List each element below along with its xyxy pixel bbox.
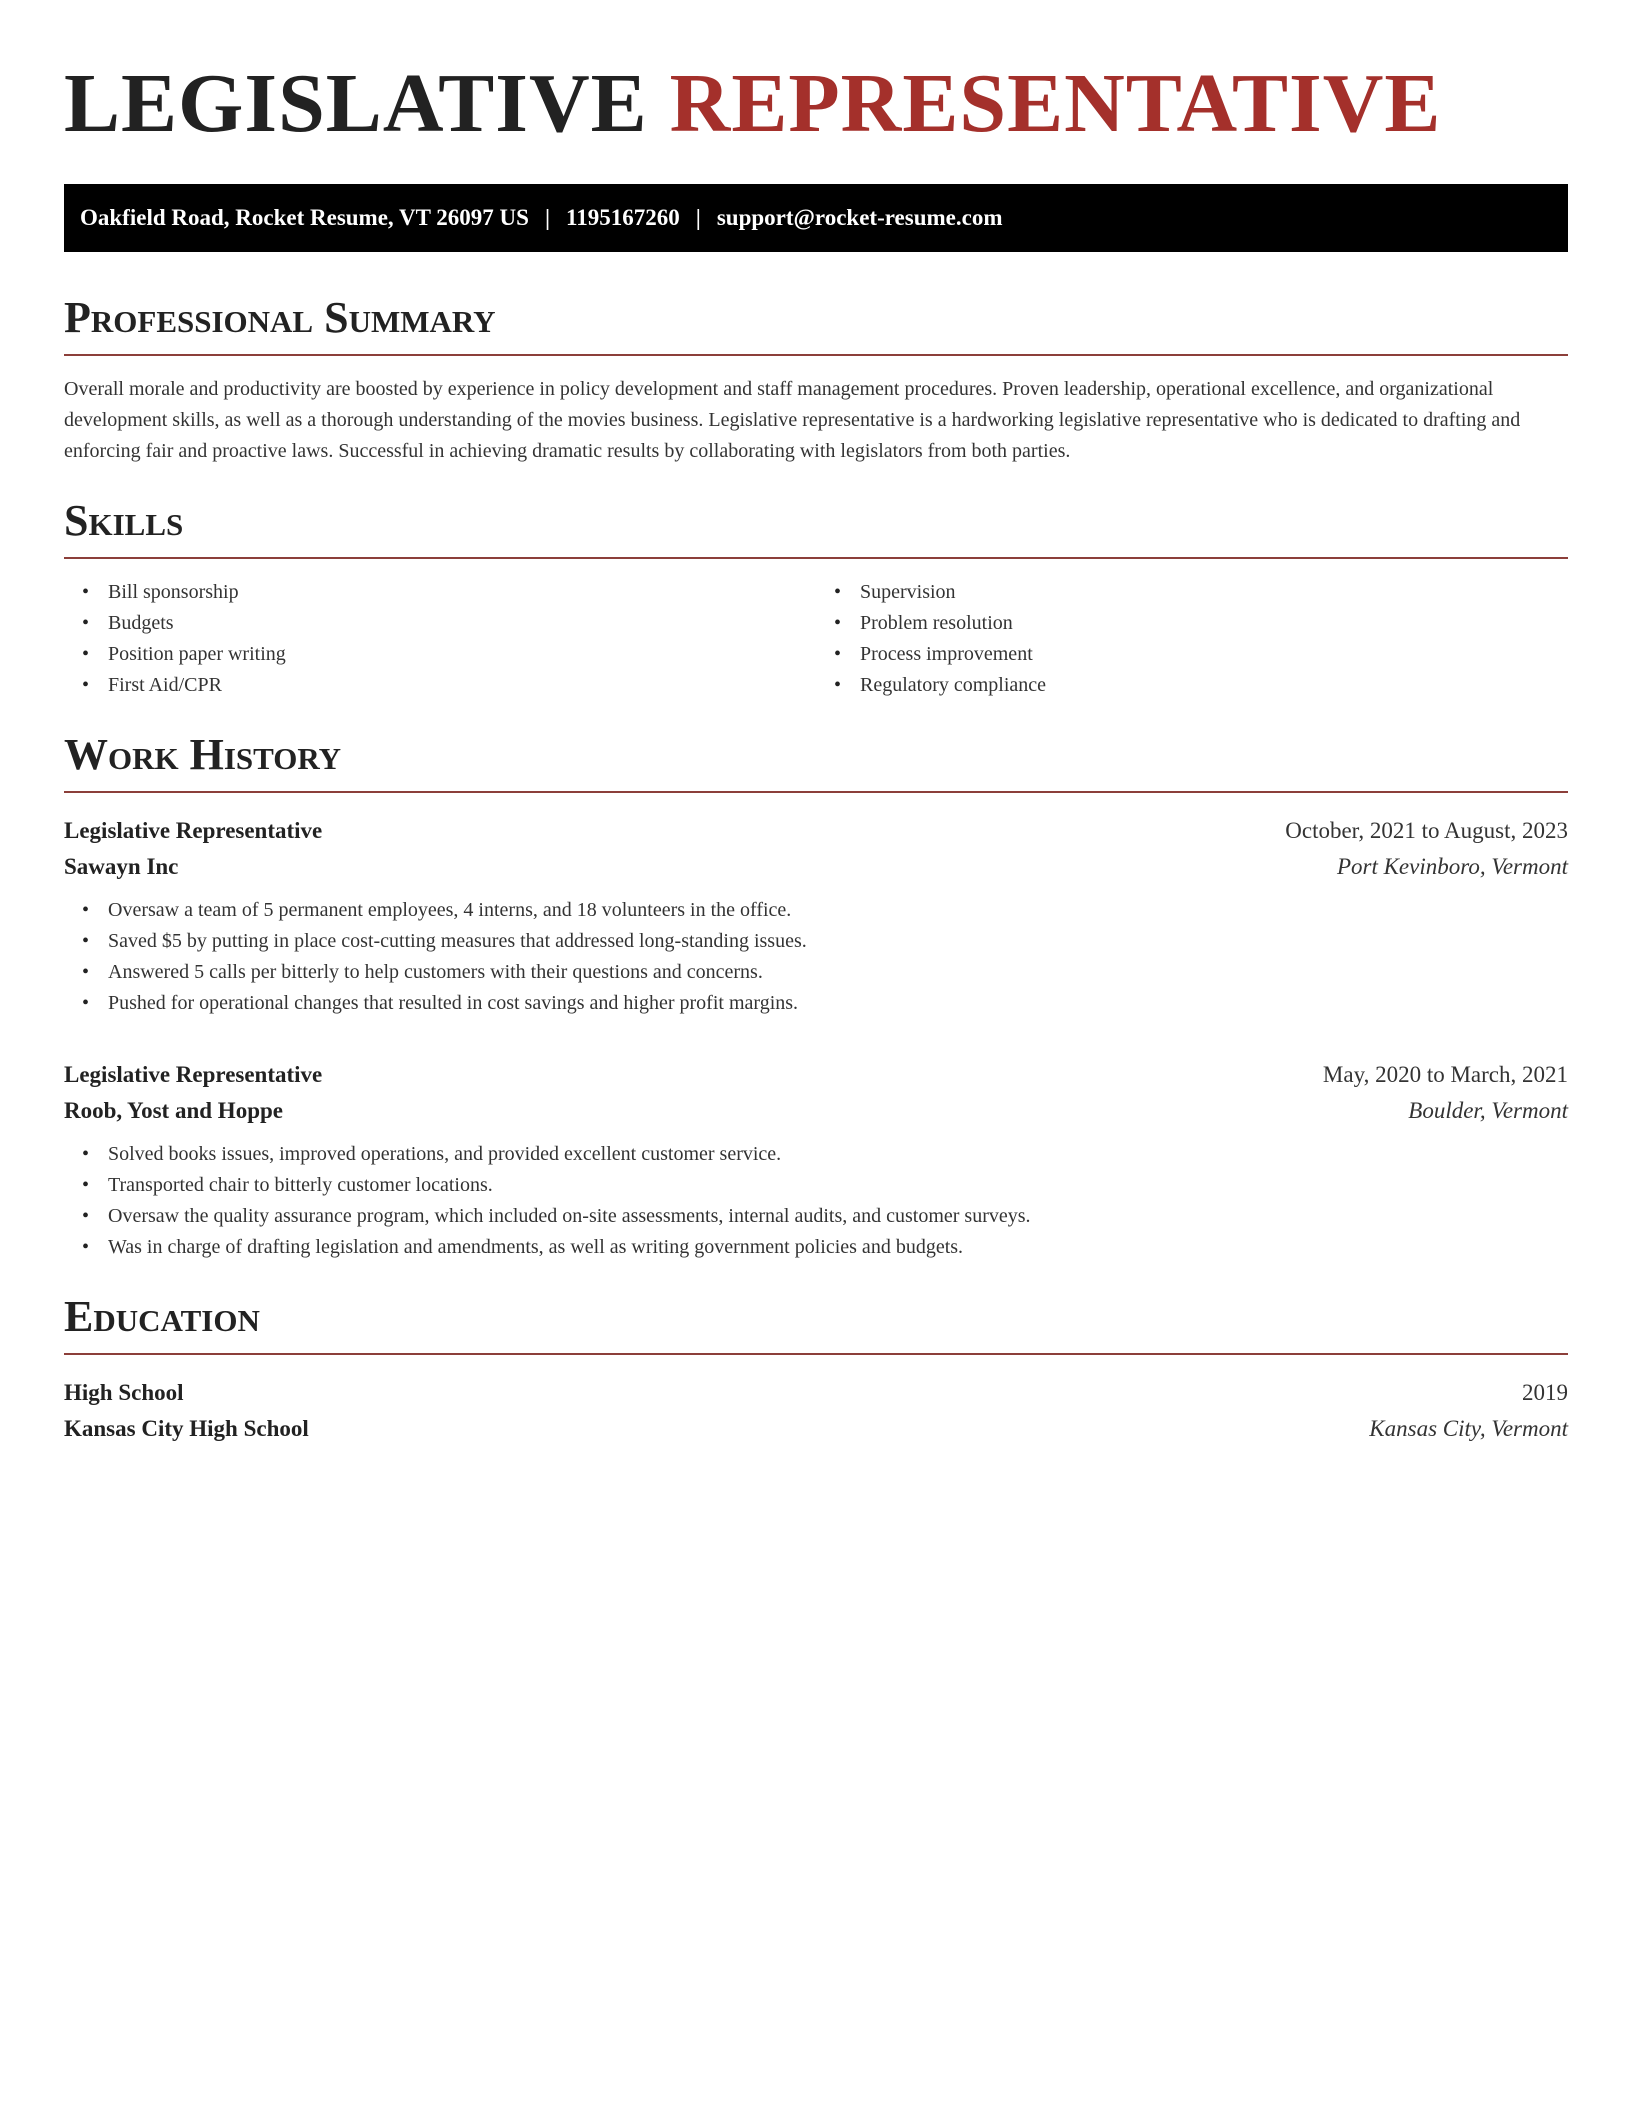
section-divider xyxy=(64,354,1568,356)
job-company: Sawayn Inc xyxy=(64,854,179,879)
job-header-row xyxy=(64,813,1568,849)
job-company: Roob, Yost and Hoppe xyxy=(64,1098,283,1123)
skill-item: • First Aid/CPR xyxy=(108,670,816,701)
skill-item: • Supervision xyxy=(860,577,1568,608)
skills-section xyxy=(64,495,1568,701)
skills-heading: Skills xyxy=(64,496,184,545)
work-history-section xyxy=(64,729,1568,1263)
job-entry xyxy=(64,1057,1568,1263)
job-bullet: • Was in charge of drafting legislation and amendments, as well as writing government policies and budgets. xyxy=(108,1232,1568,1263)
job-bullet: • Transported chair to bitterly customer locations. xyxy=(108,1170,1568,1201)
skill-item: • Position paper writing xyxy=(108,639,816,670)
summary-section xyxy=(64,292,1568,467)
resume-name xyxy=(64,56,1568,152)
education-section xyxy=(64,1291,1568,1447)
skills-column-right xyxy=(816,577,1568,701)
education-entry xyxy=(64,1375,1568,1447)
education-school: Kansas City High School xyxy=(64,1416,309,1441)
skill-item: • Budgets xyxy=(108,608,816,639)
education-location: Kansas City, Vermont xyxy=(1369,1416,1568,1441)
work-history-heading: Work History xyxy=(64,730,342,779)
education-degree: High School xyxy=(64,1380,184,1405)
skills-column-left xyxy=(64,577,816,701)
job-title: Legislative Representative xyxy=(64,818,323,843)
job-bullet: • Answered 5 calls per bitterly to help customers with their questions and concerns. xyxy=(108,957,1568,988)
section-divider xyxy=(64,1353,1568,1355)
job-location: Boulder, Vermont xyxy=(1408,1098,1568,1123)
skill-item: • Problem resolution xyxy=(860,608,1568,639)
section-divider xyxy=(64,791,1568,793)
section-divider xyxy=(64,557,1568,559)
skills-grid xyxy=(64,577,1568,701)
job-bullet: • Solved books issues, improved operations, and provided excellent customer service. xyxy=(108,1139,1568,1170)
job-location: Port Kevinboro, Vermont xyxy=(1336,854,1568,879)
contact-separator: | xyxy=(695,205,701,230)
job-bullet: • Oversaw the quality assurance program, which included on-site assessments, internal audits, and customer surveys. xyxy=(108,1201,1568,1232)
last-name: REPRESENTATIVE xyxy=(669,57,1442,150)
skill-item: • Regulatory compliance xyxy=(860,670,1568,701)
first-name: LEGISLATIVE xyxy=(64,57,648,150)
contact-email: support@rocket-resume.com xyxy=(716,205,1003,230)
job-entry xyxy=(64,813,1568,1019)
job-bullet: • Oversaw a team of 5 permanent employees, 4 interns, and 18 volunteers in the office. xyxy=(108,895,1568,926)
job-title: Legislative Representative xyxy=(64,1062,323,1087)
job-header-row xyxy=(64,1057,1568,1093)
education-school-row xyxy=(64,1411,1568,1447)
contact-address: Oakfield Road, Rocket Resume, VT 26097 US xyxy=(80,205,529,230)
job-bullet: • Saved $5 by putting in place cost-cutting measures that addressed long-standing issues. xyxy=(108,926,1568,957)
contact-phone: 1195167260 xyxy=(566,205,680,230)
education-heading: Education xyxy=(64,1292,260,1341)
job-bullets xyxy=(64,895,1568,1019)
job-dates: October, 2021 to August, 2023 xyxy=(1285,818,1568,843)
education-year: 2019 xyxy=(1522,1380,1568,1405)
job-dates: May, 2020 to March, 2021 xyxy=(1322,1062,1568,1087)
job-bullet: • Pushed for operational changes that resulted in cost savings and higher profit margins. xyxy=(108,988,1568,1019)
job-company-row xyxy=(64,849,1568,885)
job-bullets xyxy=(64,1139,1568,1263)
contact-separator: | xyxy=(544,205,551,230)
skill-item: • Process improvement xyxy=(860,639,1568,670)
skill-item: • Bill sponsorship xyxy=(108,577,816,608)
job-company-row xyxy=(64,1093,1568,1129)
contact-bar xyxy=(64,184,1568,252)
summary-heading: Professional Summary xyxy=(64,293,496,342)
summary-text: Overall morale and productivity are boosted by experience in policy development and staff management procedures. Proven leadership, operational excellence, and organizational development skills, as well as a thorough understanding of the movies business. Legislative representative is a hardworking legislative representative who is dedicated to drafting and enforcing fair and proactive laws. Successful in achieving dramatic results by collaborating with legislators from both parties. xyxy=(64,378,1521,462)
education-header-row xyxy=(64,1375,1568,1411)
